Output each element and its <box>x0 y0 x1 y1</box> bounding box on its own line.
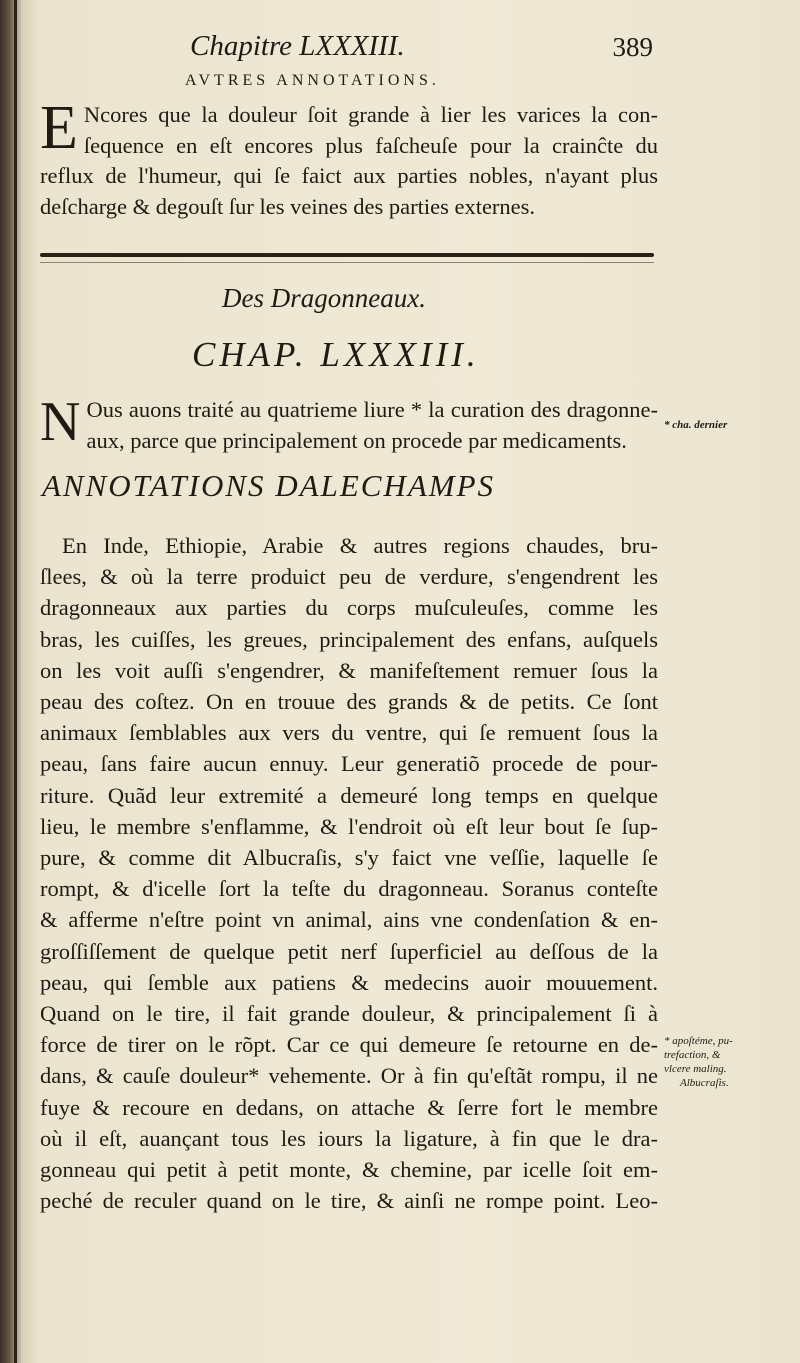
text-line: Ncores que la douleur ſoit grande à lier les varices la con- <box>83 102 658 127</box>
text-line: ſequence en eſt encores plus faſcheuſe pour la crainĉte du <box>83 132 658 158</box>
text-line: peché de reculer quand on le tire, & ainſi ne rompe point. Leo- <box>40 1188 658 1214</box>
text-line: bras, les cuiſſes, les greues, principalement des enfans, auſquels <box>40 626 658 652</box>
horizontal-rule-thin <box>40 262 654 263</box>
text-line: où il eſt, auançant tous les iours la ligature, à fin que le dra- <box>40 1125 658 1151</box>
text-line: gonneau qui petit à petit monte, & chemine, par icelle ſoit em- <box>40 1157 658 1183</box>
margin-note-line: trefaction, & <box>664 1049 721 1061</box>
annotations-heading: ANNOTATIONS DALECHAMPS <box>42 468 496 503</box>
text-line: rompt, & d'icelle ſort la teſte du dragonneau. Soranus conteſte <box>40 876 658 902</box>
text-line: peau, ſans faire aucun ennuy. Leur generatiõ procede de pour- <box>40 751 658 777</box>
annotations-paragraph <box>40 530 658 1216</box>
text-line: Ous auons traité au quatrieme liure * la curation des dragonne- <box>86 397 658 422</box>
text-line: riture. Quãd leur extremité a demeuré long temps en quelque <box>40 782 658 808</box>
horizontal-rule <box>40 253 654 257</box>
text-line: peau des coſtez. On en trouue des grands & de petits. Ce ſont <box>40 689 658 715</box>
text-line: pure, & comme dit Albucraſis, s'y faict vne veſſie, laquelle ſe <box>40 845 658 871</box>
margin-note-2 <box>664 1034 733 1090</box>
margin-note-line: * apoſtéme, pu- <box>664 1035 733 1047</box>
text-line: fuye & recoure en dedans, on attache & ſerre fort le membre <box>40 1094 658 1120</box>
margin-note-line: Albucraſis. <box>680 1077 729 1089</box>
text-line: deſcharge & degouſt ſur les veines des parties externes. <box>40 193 536 219</box>
text-line: ſlees, & où la terre produict peu de verdure, s'engendrent les <box>40 564 658 590</box>
intro-paragraph <box>40 94 658 222</box>
chapter-heading: CHAP. LXXXIII. <box>192 335 480 374</box>
page-number: 389 <box>612 32 653 62</box>
running-chapter-title: Chapitre LXXXIII. <box>190 30 405 62</box>
page-header <box>40 30 658 70</box>
text-line: groſſiſſement de quelque petit nerf ſuperficiel au deſſous de la <box>40 938 658 964</box>
text-line: reflux de l'humeur, qui ſe faict aux parties nobles, n'ayant plus <box>40 163 658 188</box>
text-line: on les voit auſſi s'engendrer, & manifeſtement remuer ſous la <box>40 657 658 683</box>
section-heading: AVTRES ANNOTATIONS. <box>185 72 440 89</box>
text-line: Quand on le tire, il fait grande douleur, & principalement ſi à <box>40 1001 658 1027</box>
margin-note-line: vlcere maling. <box>664 1063 727 1075</box>
text-line: dans, & cauſe douleur* vehemente. Or à fin qu'eſtãt rompu, il ne <box>40 1063 658 1089</box>
margin-note-1: * cha. dernier <box>664 419 728 431</box>
book-spine <box>14 0 17 1363</box>
dropcap-n: N <box>40 391 81 453</box>
text-line: animaux ſemblables aux vers du ventre, qui ſe remuent ſous la <box>40 720 658 746</box>
text-line: dragonneaux aux parties du corps muſculeuſes, comme les <box>40 595 658 621</box>
text-line: lieu, le membre s'enflamme, & l'endroit où eſt leur bout ſe ſup- <box>40 813 658 839</box>
text-line: En Inde, Ethiopie, Arabie & autres regions chaudes, bru- <box>62 533 658 558</box>
text-line: & afferme n'eſtre point vn animal, ains vne condenſation & en- <box>40 907 658 933</box>
chapter-paragraph <box>40 391 658 456</box>
section-subtitle: Des Dragonneaux. <box>222 283 426 313</box>
text-line: aux, parce que principalement on procede par medicaments. <box>86 427 627 453</box>
dropcap-e: E <box>40 94 78 162</box>
text-line: force de tirer on le rõpt. Car ce qui demeure ſe retourne en de- <box>40 1032 658 1058</box>
text-line: peau, qui ſemble aux patiens & medecins auoir mouuement. <box>40 969 658 995</box>
